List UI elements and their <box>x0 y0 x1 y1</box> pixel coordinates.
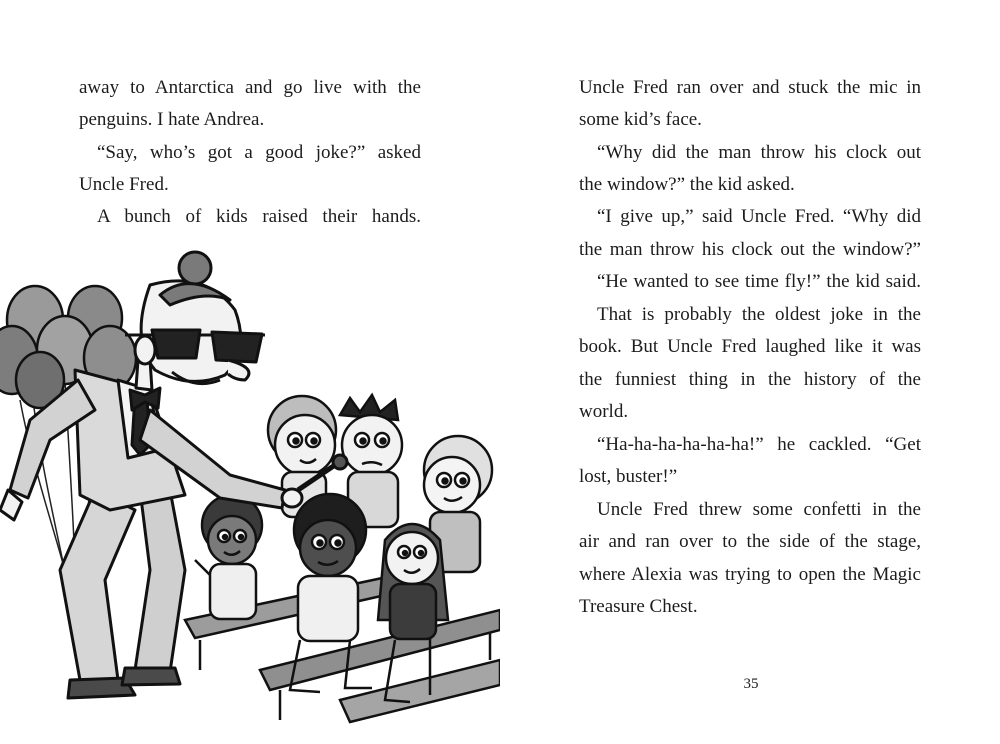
text-line: away to Antarctica and go live with the <box>79 77 421 98</box>
text-line: “Why did the man throw his clock out <box>597 142 921 163</box>
text-line: where Alexia was trying to open the Magic <box>579 564 921 585</box>
text-line: Uncle Fred ran over and stuck the mic in <box>579 77 921 98</box>
text-line: penguins. I hate Andrea. <box>79 109 265 130</box>
text-line: the window?” the kid asked. <box>579 174 795 195</box>
text-line: That is probably the oldest joke in the <box>597 304 921 325</box>
text-line: book. But Uncle Fred laughed like it was <box>579 336 921 357</box>
page-number: 35 <box>743 676 759 692</box>
text-line: the man throw his clock out the window?” <box>579 239 921 260</box>
text-line: Uncle Fred threw some confetti in the <box>597 499 921 520</box>
text-line: the funniest thing in the history of the <box>579 369 921 390</box>
text-line: Treasure Chest. <box>579 596 698 617</box>
text-line: “I give up,” said Uncle Fred. “Why did <box>597 206 921 227</box>
text-line: some kid’s face. <box>579 109 702 130</box>
text-line: Uncle Fred. <box>79 174 169 195</box>
text-line: “Ha-ha-ha-ha-ha-ha!” he cackled. “Get <box>597 434 921 455</box>
text-line: lost, buster!” <box>579 466 678 487</box>
uncle-fred-illustration <box>0 240 500 740</box>
text-line: air and ran over to the side of the stage, <box>579 531 921 552</box>
text-line: “Say, who’s got a good joke?” asked <box>97 142 421 163</box>
kid-dark-hair-left <box>195 495 262 619</box>
text-line: A bunch of kids raised their hands. <box>97 206 421 227</box>
text-line: “He wanted to see time fly!” the kid said. <box>597 271 921 292</box>
text-line: world. <box>579 401 629 422</box>
